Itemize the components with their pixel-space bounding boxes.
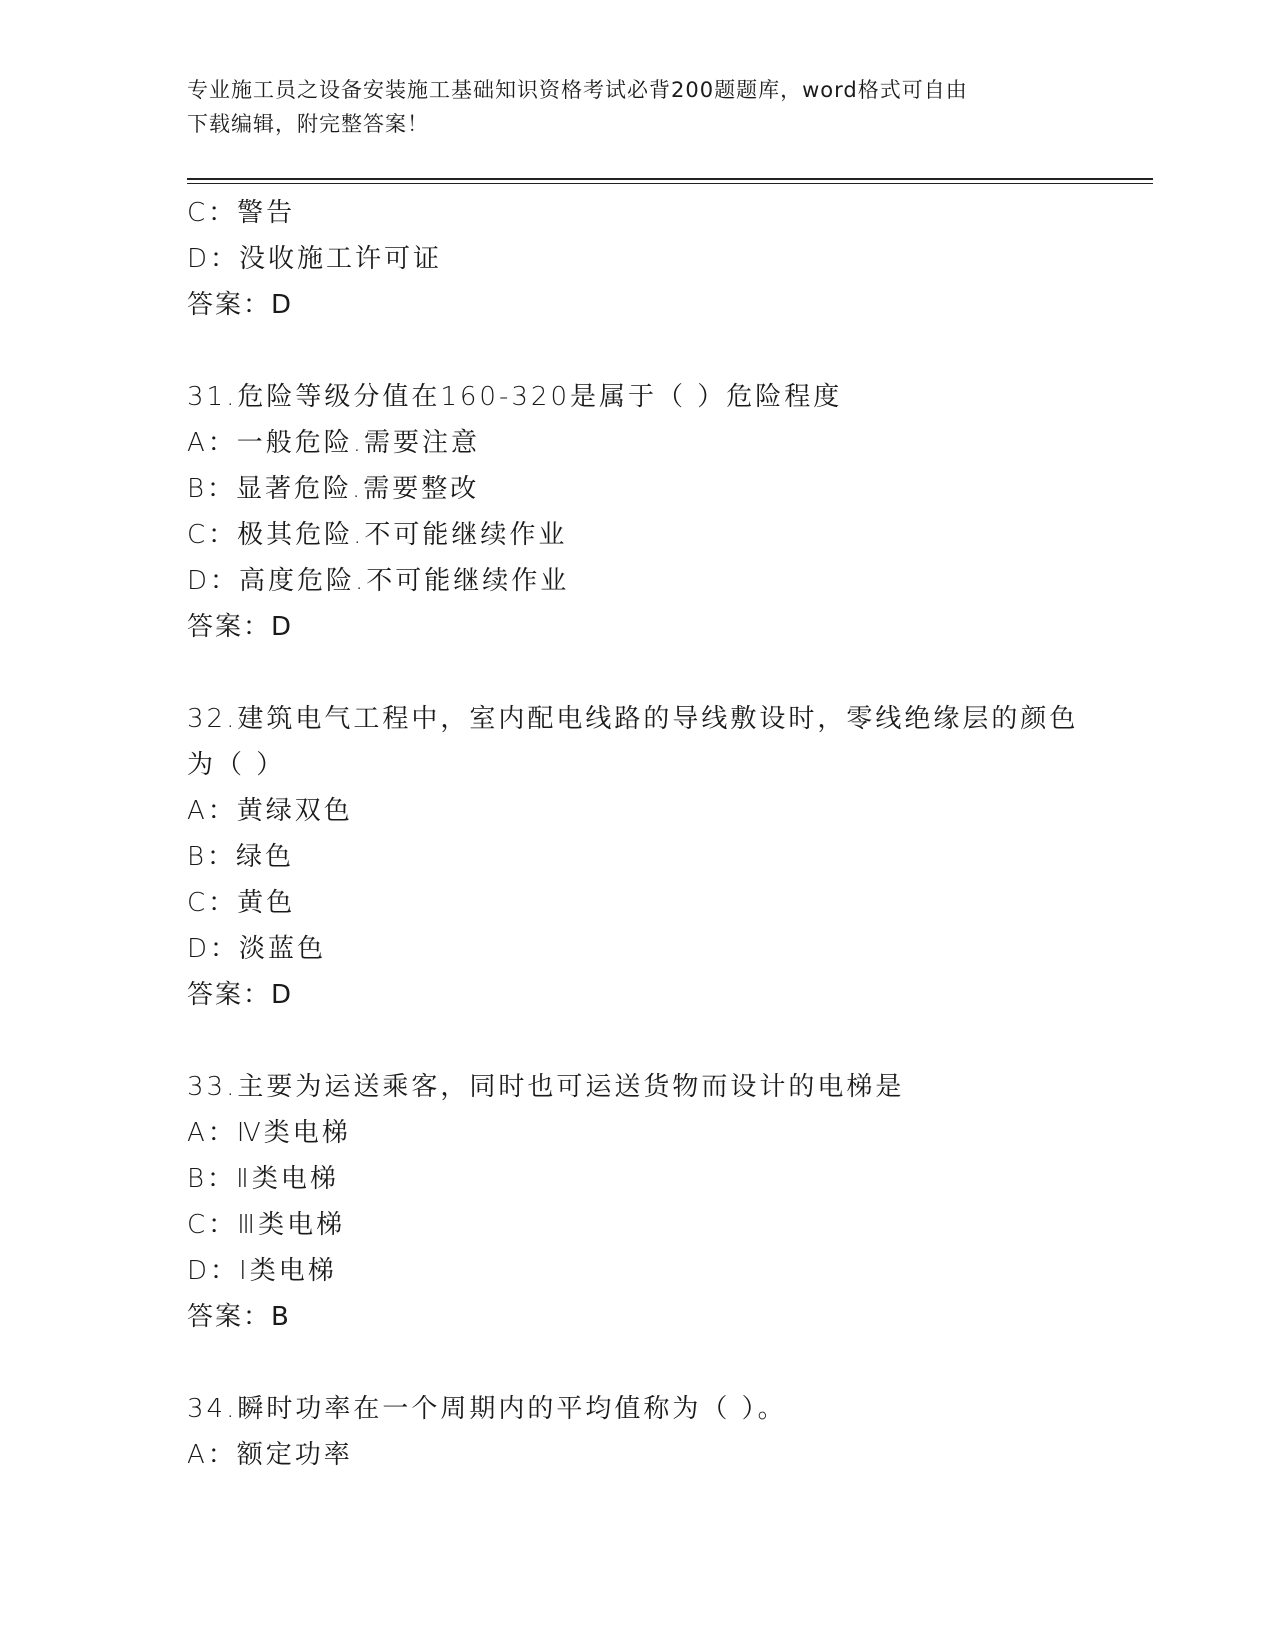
spacer	[187, 650, 1087, 696]
question-33-option-b: B：Ⅱ类电梯	[187, 1164, 339, 1194]
prev-option-d: D：没收施工许可证	[187, 244, 443, 274]
header-divider-thin	[187, 183, 1153, 184]
question-33-answer: 答案：B	[187, 1302, 291, 1332]
question-31-option-a: A：一般危险.需要注意	[187, 428, 481, 458]
question-31-text: 31.危险等级分值在160-320是属于（ ）危险程度	[187, 382, 843, 412]
question-32-answer: 答案：D	[187, 980, 294, 1010]
question-32-text-cont: 为（ ）	[187, 750, 286, 780]
document-body	[187, 190, 1087, 1478]
question-33-option-d: D：Ⅰ类电梯	[187, 1256, 337, 1286]
prev-answer: 答案：D	[187, 290, 294, 320]
question-33-option-a: A：Ⅳ类电梯	[187, 1118, 351, 1148]
header-divider-thick	[187, 178, 1153, 180]
question-32-option-d: D：淡蓝色	[187, 934, 327, 964]
question-34-option-a: A：额定功率	[187, 1440, 353, 1470]
question-31-option-c: C：极其危险.不可能继续作业	[187, 520, 568, 550]
question-33-text: 33.主要为运送乘客，同时也可运送货物而设计的电梯是	[187, 1072, 905, 1102]
question-32-option-a: A：黄绿双色	[187, 796, 353, 826]
question-33-option-c: C：Ⅲ类电梯	[187, 1210, 346, 1240]
prev-option-c: C：警告	[187, 198, 296, 228]
question-34-text: 34.瞬时功率在一个周期内的平均值称为（ ）。	[187, 1394, 787, 1424]
document-header	[187, 73, 1087, 141]
question-31-answer: 答案：D	[187, 612, 294, 642]
question-32-option-b: B：绿色	[187, 842, 295, 872]
spacer	[187, 1018, 1087, 1064]
question-31-option-d: D：高度危险.不可能继续作业	[187, 566, 570, 596]
header-line-1: 专业施工员之设备安装施工基础知识资格考试必背200题题库，word格式可自由	[187, 78, 968, 102]
header-line-2: 下载编辑，附完整答案！	[187, 112, 429, 136]
spacer	[187, 328, 1087, 374]
question-32-option-c: C：黄色	[187, 888, 296, 918]
question-31-option-b: B：显著危险.需要整改	[187, 474, 480, 504]
spacer	[187, 1340, 1087, 1386]
question-32-text: 32.建筑电气工程中，室内配电线路的导线敷设时，零线绝缘层的颜色	[187, 704, 1079, 734]
